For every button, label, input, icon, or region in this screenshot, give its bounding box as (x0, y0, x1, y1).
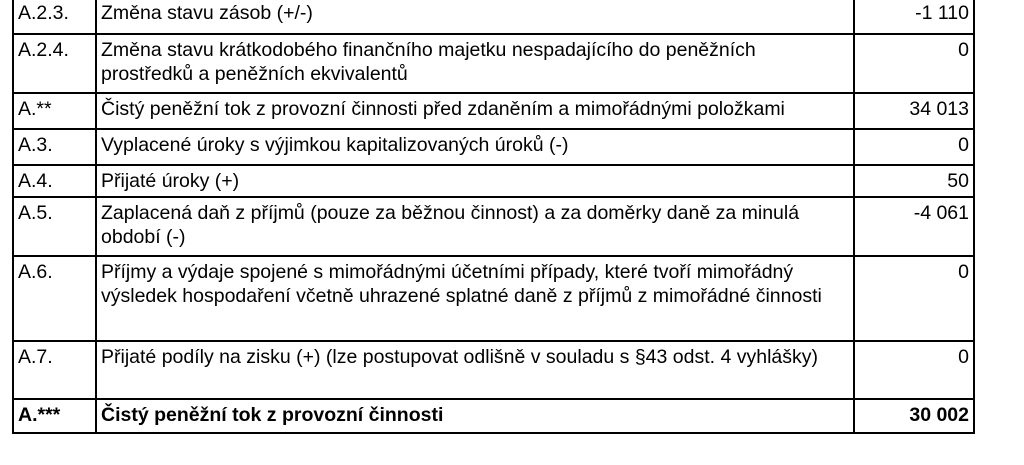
row-description: Zaplacená daň z příjmů (pouze za běžnou činnost) a za doměrky daně za minulá období (-) (96, 197, 854, 256)
row-code: A.6. (13, 256, 96, 341)
row-value: 30 002 (854, 399, 974, 433)
row-code: A.** (13, 93, 96, 129)
table-row (13, 197, 974, 256)
row-description: Příjmy a výdaje spojené s mimořádnými účetními případy, které tvoří mimořádný výsledek hospodaření včetně uhrazené splatné daně z příjmů z mimořádné činnosti (96, 256, 854, 341)
table-row-total (13, 399, 974, 433)
table-row (13, 256, 974, 341)
table-row (13, 34, 974, 93)
table-row (13, 165, 974, 197)
row-value: -4 061 (854, 197, 974, 256)
row-value: 0 (854, 34, 974, 93)
row-code: A.2.4. (13, 34, 96, 93)
table-row (13, 129, 974, 165)
row-value: -1 110 (854, 0, 974, 34)
cash-flow-table-body (13, 0, 974, 433)
table-row (13, 341, 974, 399)
row-description: Vyplacené úroky s výjimkou kapitalizovaných úroků (-) (96, 129, 854, 165)
row-code: A.7. (13, 341, 96, 399)
row-code: A.3. (13, 129, 96, 165)
row-value: 0 (854, 256, 974, 341)
row-description: Čistý peněžní tok z provozní činnosti před zdaněním a mimořádnými položkami (96, 93, 854, 129)
row-value: 0 (854, 341, 974, 399)
row-code: A.5. (13, 197, 96, 256)
row-value: 50 (854, 165, 974, 197)
row-value: 34 013 (854, 93, 974, 129)
row-description: Změna stavu krátkodobého finančního majetku nespadajícího do peněžních prostředků a peněžních ekvivalentů (96, 34, 854, 93)
cash-flow-table (12, 0, 975, 434)
row-description: Přijaté podíly na zisku (+) (lze postupovat odlišně v souladu s §43 odst. 4 vyhlášky) (96, 341, 854, 399)
row-code: A.4. (13, 165, 96, 197)
row-code: A.*** (13, 399, 96, 433)
row-description: Změna stavu zásob (+/-) (96, 0, 854, 34)
row-description: Čistý peněžní tok z provozní činnosti (96, 399, 854, 433)
row-code: A.2.3. (13, 0, 96, 34)
table-row (13, 0, 974, 34)
row-value: 0 (854, 129, 974, 165)
table-row (13, 93, 974, 129)
row-description: Přijaté úroky (+) (96, 165, 854, 197)
